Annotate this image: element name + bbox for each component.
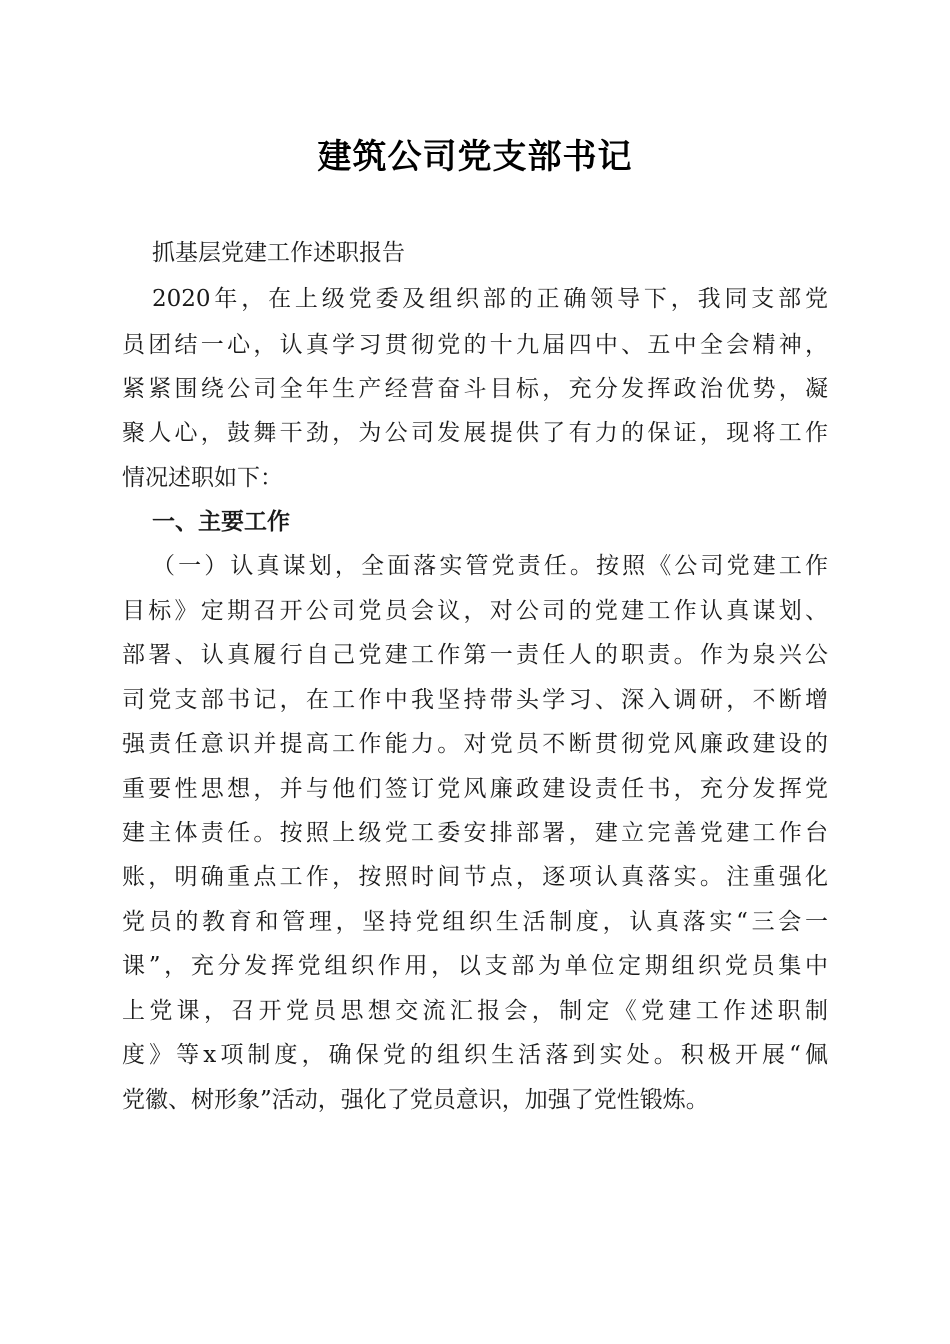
intro-line: 聚人心，鼓舞干劲，为公司发展提供了有力的保证，现将工作 [122,420,828,446]
paragraph-line: 党徽、树形象”活动，强化了党员意识，加强了党性锻炼。 [122,1087,709,1113]
paragraph-line: 党员的教育和管理，坚持党组织生活制度，认真落实“三会一 [122,909,828,935]
paragraph-line: 账，明确重点工作，按照时间节点，逐项认真落实。注重强化 [122,864,828,890]
intro-line: 员团结一心，认真学习贯彻党的十九届四中、五中全会精神， [122,332,828,358]
intro-line: 情况述职如下： [122,465,283,491]
paragraph-line: 重要性思想，并与他们签订党风廉政建设责任书，充分发挥党 [122,776,828,802]
section-heading: 一、主要工作 [152,509,290,535]
paragraph-line: （一）认真谋划，全面落实管党责任。按照《公司党建工作 [152,553,828,579]
document-title: 建筑公司党支部书记 [317,137,633,177]
paragraph-line: 建主体责任。按照上级党工委安排部署，建立完善党建工作台 [122,820,828,846]
paragraph-line: 度》等x项制度，确保党的组织生活落到实处。积极开展“佩 [122,1042,828,1068]
paragraph-line: 司党支部书记，在工作中我坚持带头学习、深入调研，不断增 [122,687,828,713]
paragraph-line: 目标》定期召开公司党员会议，对公司的党建工作认真谋划、 [122,598,828,624]
document-subtitle: 抓基层党建工作述职报告 [152,240,405,266]
paragraph-line: 上党课，召开党员思想交流汇报会，制定《党建工作述职制 [122,998,828,1024]
intro-line: 2020年，在上级党委及组织部的正确领导下，我同支部党 [152,286,828,312]
paragraph-line: 强责任意识并提高工作能力。对党员不断贯彻党风廉政建设的 [122,731,828,757]
intro-line: 紧紧围绕公司全年生产经营奋斗目标，充分发挥政治优势，凝 [122,376,828,402]
paragraph-line: 课”，充分发挥党组织作用，以支部为单位定期组织党员集中 [122,953,828,979]
paragraph-line: 部署、认真履行自己党建工作第一责任人的职责。作为泉兴公 [122,642,828,668]
